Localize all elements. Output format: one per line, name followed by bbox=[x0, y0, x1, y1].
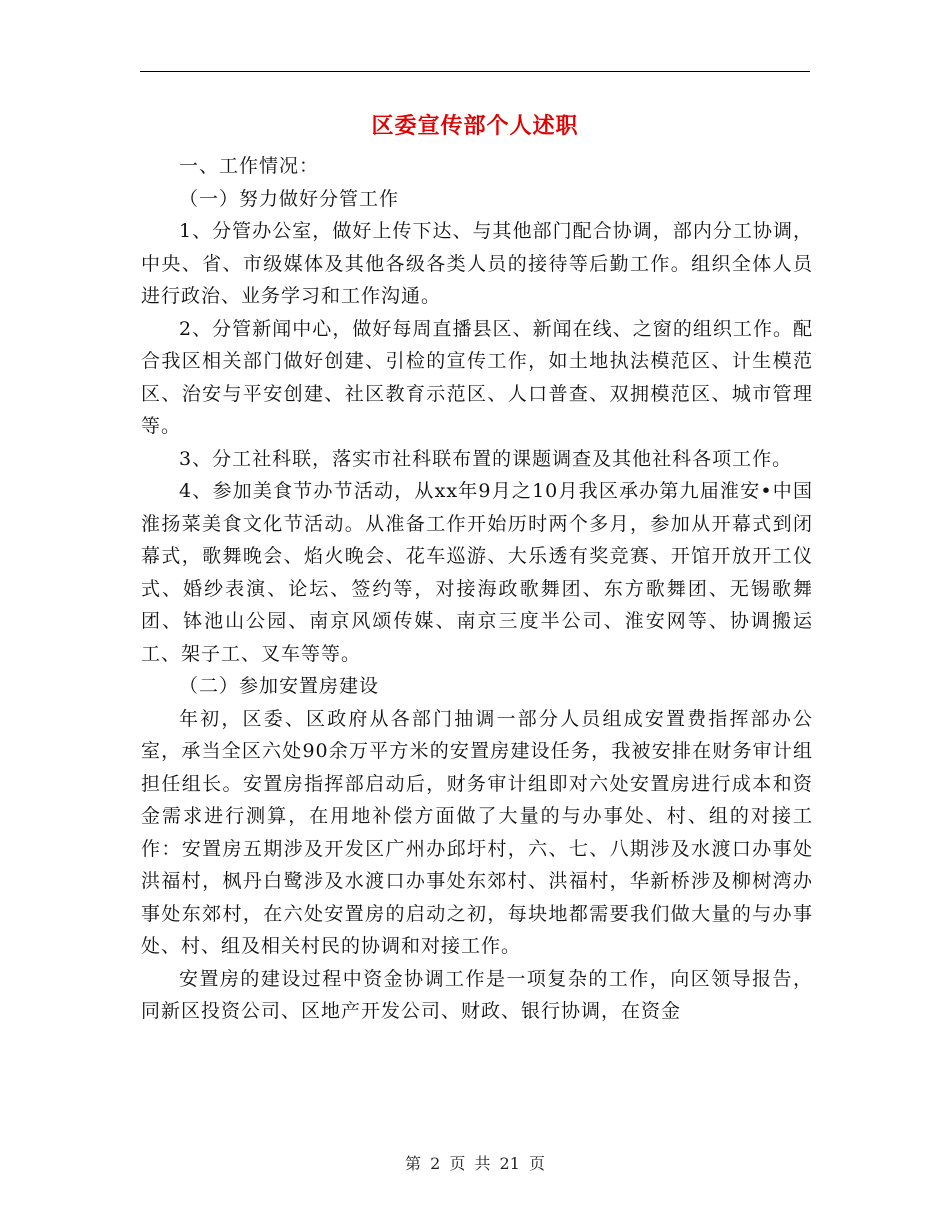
body-paragraph: 1、分管办公室，做好上传下达、与其他部门配合协调，部内分工协调，中央、省、市级媒体及其他各级各类人员的接待等后勤工作。组织全体人员进行政治、业务学习和工作沟通。 bbox=[141, 220, 813, 307]
subsection-heading: （一）努力做好分管工作 bbox=[179, 187, 400, 210]
body-paragraph: 3、分工社科联，落实市社科联布置的课题调查及其他社科各项工作。 bbox=[179, 447, 793, 470]
body-paragraph: 2、分管新闻中心，做好每周直播县区、新闻在线、之窗的组织工作。配合我区相关部门做好创建、引检的宣传工作，如土地执法模范区、计生模范区、治安与平安创建、社区教育示范区、人口普查、双拥模范区、城市管理等。 bbox=[141, 317, 813, 437]
document-body bbox=[141, 150, 813, 1028]
page-footer: 第 2 页 共 21 页 bbox=[405, 1154, 545, 1173]
body-paragraph: 安置房的建设过程中资金协调工作是一项复杂的工作，向区领导报告，同新区投资公司、区地产开发公司、财政、银行协调，在资金 bbox=[141, 967, 813, 1022]
document-title: 区委宣传部个人述职 bbox=[371, 113, 579, 139]
header-rule bbox=[140, 71, 810, 72]
section-heading: 一、工作情况： bbox=[179, 155, 320, 177]
subsection-heading: （二）参加安置房建设 bbox=[179, 675, 380, 697]
body-paragraph: 4、参加美食节办节活动，从xx年9月之10月我区承办第九届淮安•中国淮扬菜美食文化节活动。从准备工作开始历时两个多月，参加从开幕式到闭幕式，歌舞晚会、焰火晚会、花车巡游、大乐透有奖竞赛、开馆开放开工仪式、婚纱表演、论坛、签约等，对接海政歌舞团、东方歌舞团、无锡歌舞团、钵池山公园、南京风颂传媒、南京三度半公司、淮安网等、协调搬运工、架子工、叉车等等。 bbox=[141, 480, 813, 665]
body-paragraph: 年初，区委、区政府从各部门抽调一部分人员组成安置费指挥部办公室，承当全区六处90余万平方米的安置房建设任务，我被安排在财务审计组担任组长。安置房指挥部启动后，财务审计组即对六处安置房进行成本和资金需求进行测算，在用地补偿方面做了大量的与办事处、村、组的对接工作：安置房五期涉及开发区广州办邱圩村，六、七、八期涉及水渡口办事处洪福村，枫丹白鹭涉及水渡口办事处东郊村、洪福村，华新桥涉及柳树湾办事处东郊村，在六处安置房的启动之初，每块地都需要我们做大量的与办事处、村、组及相关村民的协调和对接工作。 bbox=[141, 707, 813, 957]
